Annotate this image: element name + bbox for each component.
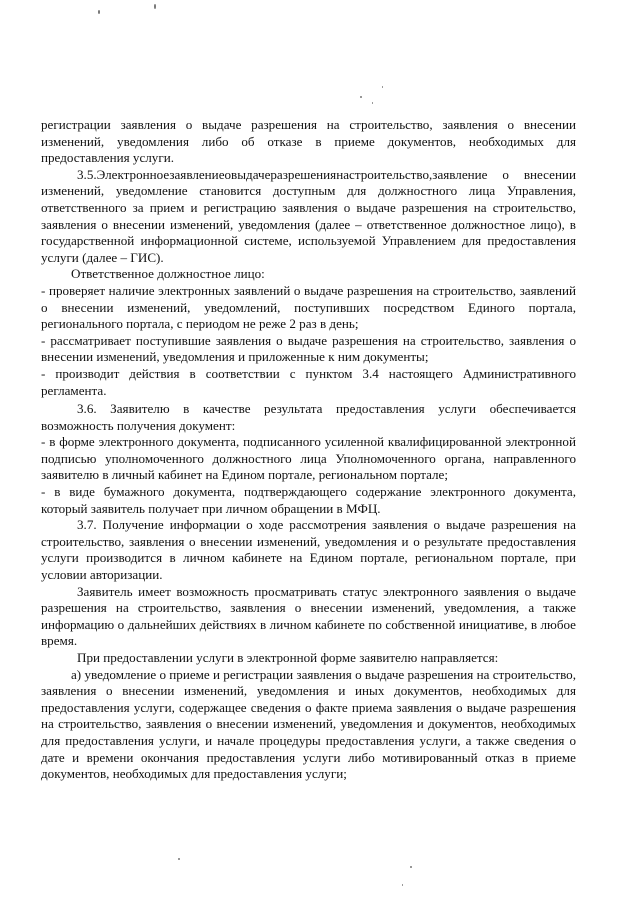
list-item-checks: - проверяет наличие электронных заявлений о выдаче разрешения на строительство, заявлений о внесении изменений, уведомлений, поступивших посредством Единого портала, регионального портала, с периодом не реже 2 раз в день; <box>41 282 576 332</box>
list-item-reviews: - рассматривает поступившие заявления о выдаче разрешения на строительство, заявления о внесении изменений, уведомления и приложенные к ним документы; <box>41 332 576 365</box>
paragraph-3-7: 3.7. Получение информации о ходе рассмотрения заявления о выдаче разрешения на строительство, заявления о внесении изменений, уведомления и о результате предоставления услуги производится в личном кабинете на Едином портале, региональном портале, при условии авторизации. <box>41 517 576 583</box>
list-item-performs: - производит действия в соответствии с пунктом 3.4 настоящего Административного регламента. <box>41 365 576 398</box>
paragraph-electronic-form: При предоставлении услуги в электронной форме заявителю направляется: <box>77 650 499 665</box>
list-item-electronic-document: - в форме электронного документа, подписанного усиленной квалифицированной электронной подписью уполномоченного должностного лица Уполномоченного органа, направленного заявителю в личный кабинет на Едином портале, региональном портале; <box>41 434 576 483</box>
document-page <box>41 117 576 783</box>
paragraph-status-tracking: Заявитель имеет возможность просматривать статус электронного заявления о выдаче разрешения на строительство, заявления о внесении изменений, уведомления, а также информацию о дальнейших действиях в личном кабинете по собственной инициативе, в любое время. <box>41 583 576 649</box>
paragraph-continuation: регистрации заявления о выдаче разрешения на строительство, заявления о внесении изменений, уведомления либо об отказе в приеме документов, необходимых для предоставления услуги. <box>41 117 576 166</box>
paragraph-responsible-official: Ответственное должностное лицо: <box>71 266 265 282</box>
paragraph-3-5: 3.5.Электронноезаявлениеовыдачеразрешениянастроительство,заявление о внесении изменений, уведомление становится доступным для должностного лица Управления, ответственного за прием и регистрацию заявления о выдаче разрешения на строительство, заявления о внесении изменений, уведомления (далее – ответственное должностное лицо), в государственной информационной системе, используемой Управлением для предоставления услуги (далее – ГИС). <box>41 166 576 265</box>
list-item-paper-document: - в виде бумажного документа, подтверждающего содержание электронного документа, который заявитель получает при личном обращении в МФЦ. <box>41 484 576 516</box>
list-item-a-notification: а) уведомление о приеме и регистрации заявления о выдаче разрешения на строительство, заявления о внесении изменений, уведомления и иных документов, необходимых для предоставления услуги, содержащее сведения о факте приема заявления о выдаче разрешения на строительство, заявления о внесении изменений, уведомления и документов, необходимых для предоставления услуги, и начале процедуры предоставления услуги, а также сведения о дате и времени окончания предоставления услуги либо мотивированный отказ в приеме документов, необходимых для предоставления услуги; <box>41 666 576 782</box>
paragraph-3-6: 3.6. Заявителю в качестве результата предоставления услуги обеспечивается возможность получения документ: <box>41 401 576 433</box>
